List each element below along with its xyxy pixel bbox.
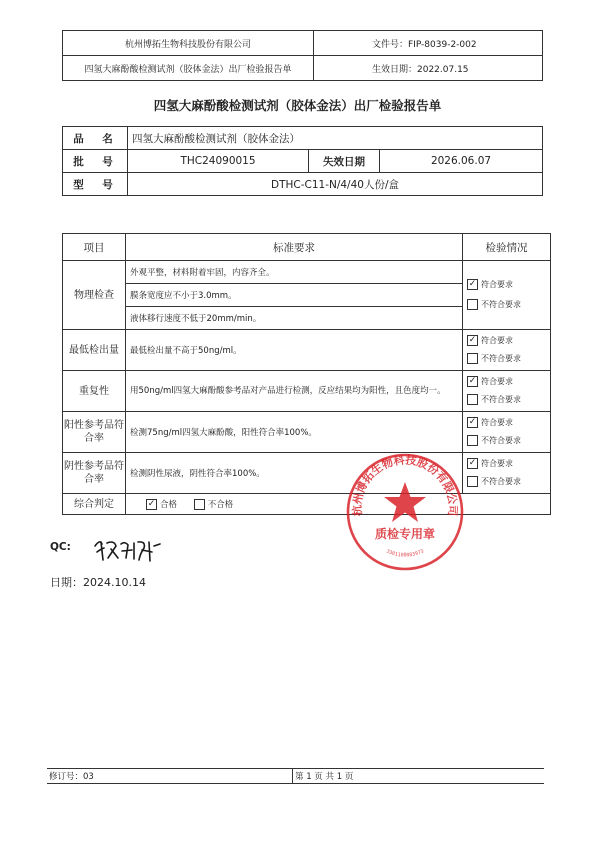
item-positive-rate: 阳性参考品符合率 xyxy=(63,412,126,453)
batch-label: 批 号 xyxy=(63,150,128,173)
company-seal xyxy=(345,452,465,572)
model-label: 型 号 xyxy=(63,173,128,196)
inspection-table xyxy=(62,233,551,515)
expiry-value: 2026.06.07 xyxy=(380,150,543,173)
item-min-detection: 最低检出量 xyxy=(63,330,126,371)
overall-result xyxy=(126,494,551,515)
result-cell xyxy=(463,371,551,412)
fail-label: 不符合要求 xyxy=(481,436,521,445)
overall-pass-label: 合格 xyxy=(160,500,178,510)
requirement-text: 检测阴性尿液，阴性符合率100%。 xyxy=(126,453,463,494)
effective-date: 生效日期：2022.07.15 xyxy=(314,56,543,81)
fail-label: 不符合要求 xyxy=(481,354,521,363)
product-value: 四氢大麻酚酸检测试剂（胶体金法） xyxy=(128,127,543,150)
requirement-text: 检测75ng/ml四氢大麻酚酸，阳性符合率100%。 xyxy=(126,412,463,453)
checked-box[interactable]: ✓ xyxy=(468,417,477,427)
seal-ring-text: 杭州博拓生物科技股份有限公司 xyxy=(350,453,460,517)
unchecked-box[interactable] xyxy=(467,476,478,487)
item-physical: 物理检查 xyxy=(63,261,126,330)
result-cell xyxy=(463,261,551,330)
column-header-item: 项目 xyxy=(63,234,126,261)
model-value: DTHC-C11-N/4/40人份/盒 xyxy=(128,173,543,196)
pass-label: 符合要求 xyxy=(481,280,513,289)
unchecked-box[interactable] xyxy=(467,353,478,364)
report-title: 四氢大麻酚酸检测试剂（胶体金法）出厂检验报告单 xyxy=(153,98,442,113)
requirement-text: 外观平整，材料附着牢固，内容齐全。 xyxy=(126,261,463,284)
result-cell xyxy=(463,453,551,494)
requirement-text: 用50ng/ml四氢大麻酚酸参考品对产品进行检测，反应结果均为阳性，且色度均一。 xyxy=(126,371,463,412)
document-header xyxy=(62,30,543,81)
fail-label: 不符合要求 xyxy=(481,477,521,486)
checked-box[interactable]: ✓ xyxy=(147,499,156,509)
checked-box[interactable]: ✓ xyxy=(468,335,477,345)
unchecked-box[interactable] xyxy=(467,435,478,446)
report-date: 日期：2024.10.14 xyxy=(50,576,146,589)
checked-box[interactable]: ✓ xyxy=(468,376,477,386)
product-label: 品 名 xyxy=(63,127,128,150)
checked-box[interactable]: ✓ xyxy=(468,458,477,468)
requirement-text: 最低检出量不高于50ng/ml。 xyxy=(126,330,463,371)
fail-label: 不符合要求 xyxy=(481,395,521,404)
column-header-standard: 标准要求 xyxy=(126,234,463,261)
batch-value: THC24090015 xyxy=(128,150,309,173)
pass-label: 符合要求 xyxy=(481,377,513,386)
fail-label: 不符合要求 xyxy=(481,300,521,309)
item-repeatability: 重复性 xyxy=(63,371,126,412)
item-negative-rate: 阴性参考品符合率 xyxy=(63,453,126,494)
column-header-result: 检验情况 xyxy=(463,234,551,261)
pass-label: 符合要求 xyxy=(481,418,513,427)
product-info-table xyxy=(62,126,543,196)
file-number: 文件号：FIP-8039-2-002 xyxy=(314,31,543,56)
qc-label: QC: xyxy=(50,541,71,553)
handwritten-signature xyxy=(92,534,162,564)
seal-code: 3301100083973 xyxy=(385,548,425,559)
checked-box[interactable]: ✓ xyxy=(468,279,477,289)
requirement-text: 液体移行速度不低于20mm/min。 xyxy=(126,307,463,330)
pass-label: 符合要求 xyxy=(481,459,513,468)
page-number: 第 1 页 共 1 页 xyxy=(293,769,545,784)
svg-text:3301100083973 xyxy=(385,548,425,558)
overall-fail-label: 不合格 xyxy=(207,500,234,510)
overall-label: 综合判定 xyxy=(63,494,126,515)
company-name: 杭州博拓生物科技股份有限公司 xyxy=(63,31,314,56)
seal-center-text: 质检专用章 xyxy=(374,527,436,541)
unchecked-box[interactable] xyxy=(467,394,478,405)
requirement-text: 膜条宽度应不小于3.0mm。 xyxy=(126,284,463,307)
unchecked-box[interactable] xyxy=(194,499,205,510)
document-footer xyxy=(47,768,544,784)
pass-label: 符合要求 xyxy=(481,336,513,345)
revision-number: 修订号：03 xyxy=(47,769,293,784)
result-cell xyxy=(463,330,551,371)
document-name: 四氢大麻酚酸检测试剂（胶体金法）出厂检验报告单 xyxy=(63,56,314,81)
expiry-label: 失效日期 xyxy=(309,150,380,173)
result-cell xyxy=(463,412,551,453)
unchecked-box[interactable] xyxy=(467,299,478,310)
